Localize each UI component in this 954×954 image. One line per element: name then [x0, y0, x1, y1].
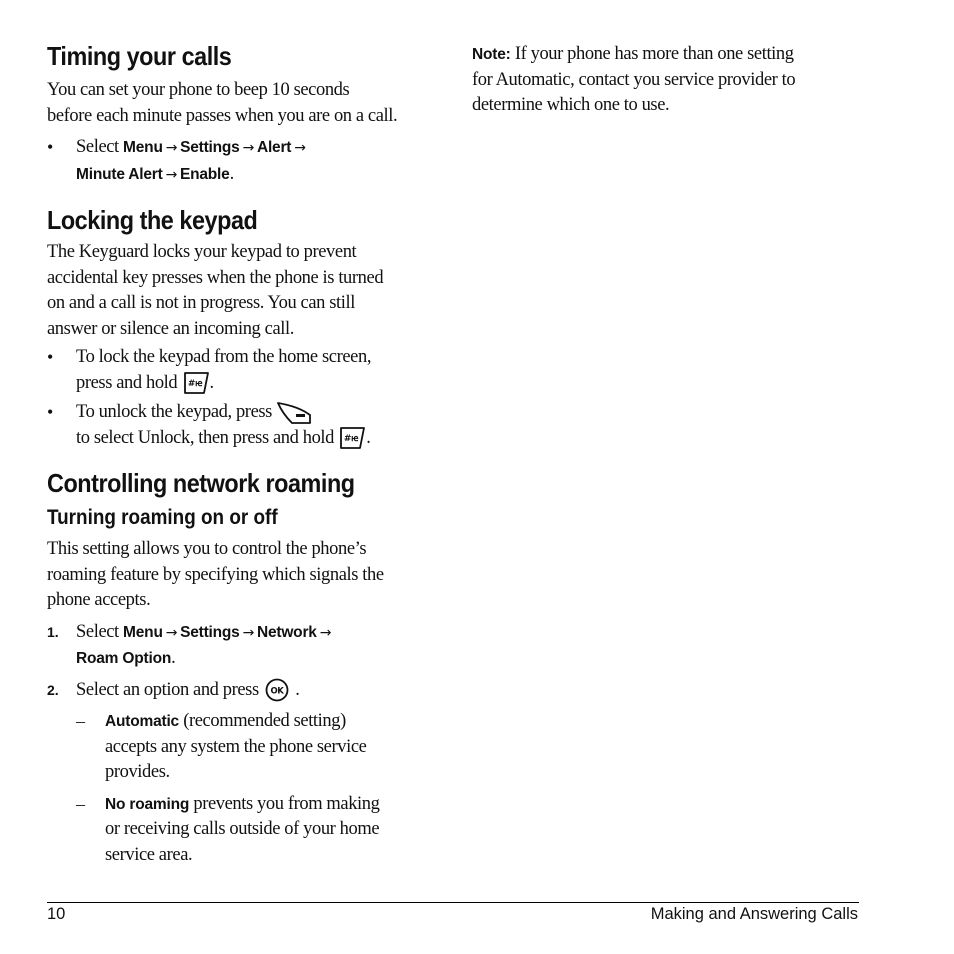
- subheading-turning-roaming: Turning roaming on or off: [47, 506, 278, 529]
- svg-text:#ꭡ: #ꭡ: [344, 434, 359, 445]
- right-column: [472, 42, 852, 119]
- roaming-step-2: 2. Select an option and press OK .: [47, 678, 439, 704]
- menu-path-network: Network: [256, 623, 317, 641]
- menu-path-alert: Alert: [256, 139, 292, 156]
- menu-path-roam-option: Roam Option: [76, 650, 172, 667]
- menu-path-minute-alert: Minute Alert: [76, 165, 163, 183]
- svg-text:#ꭡ: #ꭡ: [187, 379, 202, 390]
- arrow-icon: →: [165, 624, 178, 641]
- step-number: 1.: [47, 623, 59, 640]
- pound-key-icon: [182, 371, 210, 395]
- bullet-marker: •: [47, 137, 54, 157]
- menu-path-menu: Menu: [123, 623, 163, 641]
- step-number: 2.: [47, 681, 59, 698]
- arrow-icon: →: [294, 140, 306, 156]
- timing-paragraph: You can set your phone to beep 10 seconds before each minute passes when you are on a call.: [47, 80, 398, 126]
- unlock-bullet: • To unlock the keypad, press to select Unlock, then press and hold #ꭡ .: [47, 400, 439, 451]
- roaming-step-1: 1. Select Menu → Settings → Network → Roam Option.: [47, 620, 439, 672]
- heading-controlling-network-roaming: Controlling network roaming: [47, 468, 355, 498]
- arrow-icon: →: [165, 166, 177, 183]
- heading-locking-the-keypad: Locking the keypad: [47, 205, 258, 235]
- arrow-icon: →: [242, 140, 254, 156]
- bullet-marker: •: [47, 402, 54, 422]
- menu-path-enable: Enable: [179, 165, 230, 183]
- right-softkey-icon: [276, 401, 312, 425]
- lock-bullet: • To lock the keypad from the home screen, press and hold #ꭡ .: [47, 345, 439, 396]
- page-number: 10: [47, 905, 66, 923]
- bullet-marker: •: [47, 347, 54, 367]
- option-automatic: – Automatic (recommended setting) accepts any system the phone service provides.: [76, 711, 367, 782]
- dash-marker: –: [76, 793, 85, 814]
- option-no-roaming: – No roaming prevents you from making or receiving calls outside of your home service area.: [76, 793, 380, 865]
- svg-text:OK: OK: [270, 686, 284, 697]
- pound-key-icon: [338, 426, 366, 450]
- option-no-roaming-label: No roaming: [105, 795, 190, 813]
- keypad-paragraph: The Keyguard locks your keypad to prevent accidental key presses when the phone is turned on and a call is not in progress. You can still answer or silence an incoming call.: [47, 242, 384, 339]
- roaming-paragraph: This setting allows you to control the phone’s roaming feature by specifying which signals the phone accepts.: [47, 539, 384, 610]
- note-paragraph: Note: If your phone has more than one setting for Automatic, contact you service provider to determine which one to use.: [472, 44, 796, 115]
- heading-timing-your-calls: Timing your calls: [47, 41, 232, 71]
- timing-bullet: • Select Menu → Settings → Alert → Minute Alert → Enable.: [47, 135, 439, 188]
- arrow-icon: →: [242, 624, 254, 641]
- ok-key-icon: [263, 678, 291, 702]
- arrow-icon: →: [319, 624, 332, 641]
- menu-path-settings: Settings: [180, 623, 240, 641]
- note-label: Note:: [472, 46, 511, 63]
- arrow-icon: →: [165, 140, 178, 156]
- chapter-title: Making and Answering Calls: [650, 905, 858, 923]
- option-automatic-label: Automatic: [105, 713, 179, 730]
- menu-path-menu: Menu: [123, 139, 163, 156]
- left-column: [47, 38, 439, 868]
- menu-path-settings: Settings: [180, 139, 240, 156]
- footer-divider: [47, 902, 859, 903]
- dash-marker: –: [76, 711, 85, 731]
